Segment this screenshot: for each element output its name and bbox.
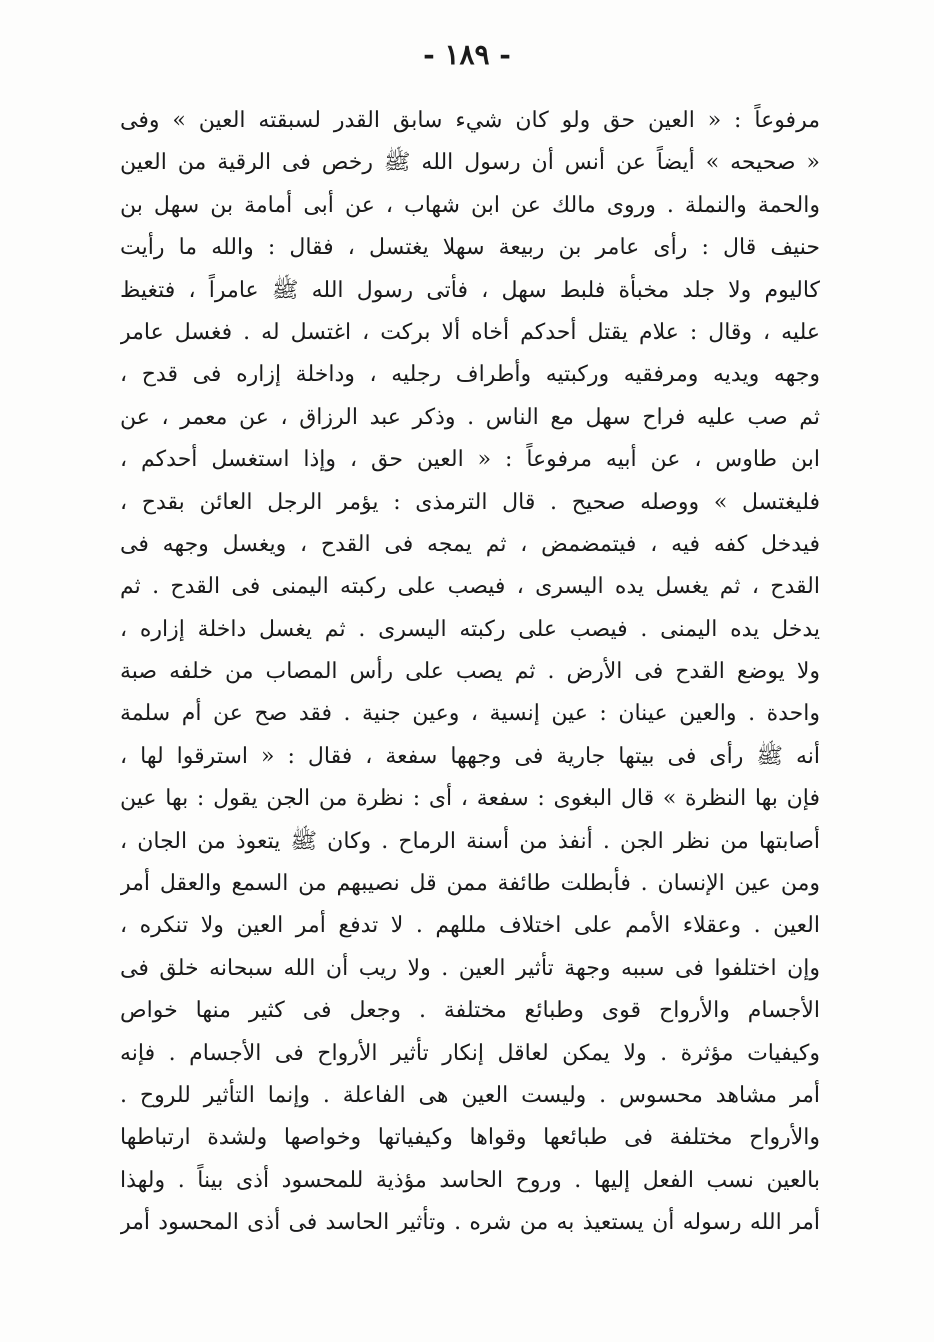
text-line: أنه ﷺ رأى فى بيتها جارية فى وجهها سفعة ، فقال : « استرقوا لها ،: [120, 743, 820, 769]
text-line: ولا يوضع القدح فى الأرض . ثم يصب على رأس المصاب من خلفه صبة: [120, 659, 820, 685]
text-line: وجهه ويديه ومرفقيه وركبتيه وأطراف رجليه ، وداخلة إزاره فى قدح ،: [120, 362, 820, 388]
text-line: فإن بها النظرة » قال البغوى : سفعة ، أى : نظرة من الجن يقول : بها عين: [120, 786, 820, 812]
text-line: كاليوم ولا جلد مخبأة فلبط سهل ، فأتى رسول الله ﷺ عامراً ، فتغيظ: [120, 277, 820, 303]
text-line: ثم صب عليه فراح سهل مع الناس . وذكر عبد الرزاق ، عن معمر ، عن: [120, 404, 820, 430]
text-line: العين . وعقلاء الأمم على اختلاف مللهم . لا تدفع أمر العين ولا تنكره ،: [120, 913, 820, 939]
text-line: واحدة . والعين عينان : عين إنسية ، وعين جنية . فقد صح عن أم سلمة: [120, 701, 820, 727]
text-line: فيدخل كفه فيه ، فيتمضمض ، ثم يمجه فى القدح ، ويغسل وجهه فى: [120, 531, 820, 557]
text-line: ابن طاوس ، عن أبيه مرفوعاً : « العين حق ، وإذا استغسل أحدكم ،: [120, 447, 820, 473]
text-line: والحمة والنملة . وروى مالك عن ابن شهاب ، عن أبى أمامة بن سهل بن: [120, 192, 820, 218]
text-line: الأجسام والأرواح قوى وطبائع مختلفة . وجعل فى كثير منها خواص: [120, 998, 820, 1024]
text-line: مرفوعاً : « العين حق ولو كان شيء سابق القدر لسبقته العين » وفى: [120, 108, 820, 133]
body-text: [120, 100, 820, 1245]
text-line: حنيف قال : رأى عامر بن ربيعة سهلا يغتسل ، فقال : والله ما رأيت: [120, 235, 820, 261]
page-number: - ١٨٩ -: [423, 38, 511, 71]
text-line: وكيفيات مؤثرة . ولا يمكن لعاقل إنكار تأثير الأرواح فى الأجسام . فإنه: [120, 1040, 820, 1066]
text-line: والأرواح مختلفة فى طبائعها وقواها وكيفياتها وخواصها ولشدة ارتباطها: [120, 1125, 820, 1151]
text-line: القدح ، ثم يغسل يده اليسرى ، فيصب على ركبته اليمنى فى القدح . ثم: [120, 574, 820, 600]
text-line: بالعين نسب الفعل إليها . وروح الحاسد مؤذية للمحسود أذى بيناً . ولهذا: [120, 1167, 820, 1193]
text-line: أمر مشاهد محسوس . وليست العين هى الفاعلة . وإنما التأثير للروح .: [120, 1082, 820, 1108]
text-line: ومن عين الإنسان . فأبطلت طائفة ممن قل نصيبهم من السمع والعقل أمر: [120, 871, 820, 897]
text-line: « صحيحه » أيضاً عن أنس أن رسول الله ﷺ رخص فى الرقية من العين: [120, 150, 820, 176]
text-line: أصابتها من نظر الجن . أنفذ من أسنة الرماح . وكان ﷺ يتعوذ من الجان ،: [120, 828, 820, 854]
text-line: يدخل يده اليمنى . فيصب على ركبته اليسرى . ثم يغسل داخلة إزاره ،: [120, 616, 820, 642]
text-line: أمر الله رسوله أن يستعيذ به من شره . وتأثير الحاسد فى أذى المحسود أمر: [120, 1210, 820, 1236]
text-line: فليغتسل » ووصله صحيح . قال الترمذى : يؤمر الرجل العائن بقدح ،: [120, 489, 820, 515]
text-line: وإن اختلفوا فى سببه وجهة تأثير العين . ولا ريب أن الله سبحانه خلق فى: [120, 955, 820, 981]
text-line: عليه ، وقال : علام يقتل أحدكم أخاه ألا بركت ، اغتسل له . فغسل عامر: [120, 319, 820, 345]
